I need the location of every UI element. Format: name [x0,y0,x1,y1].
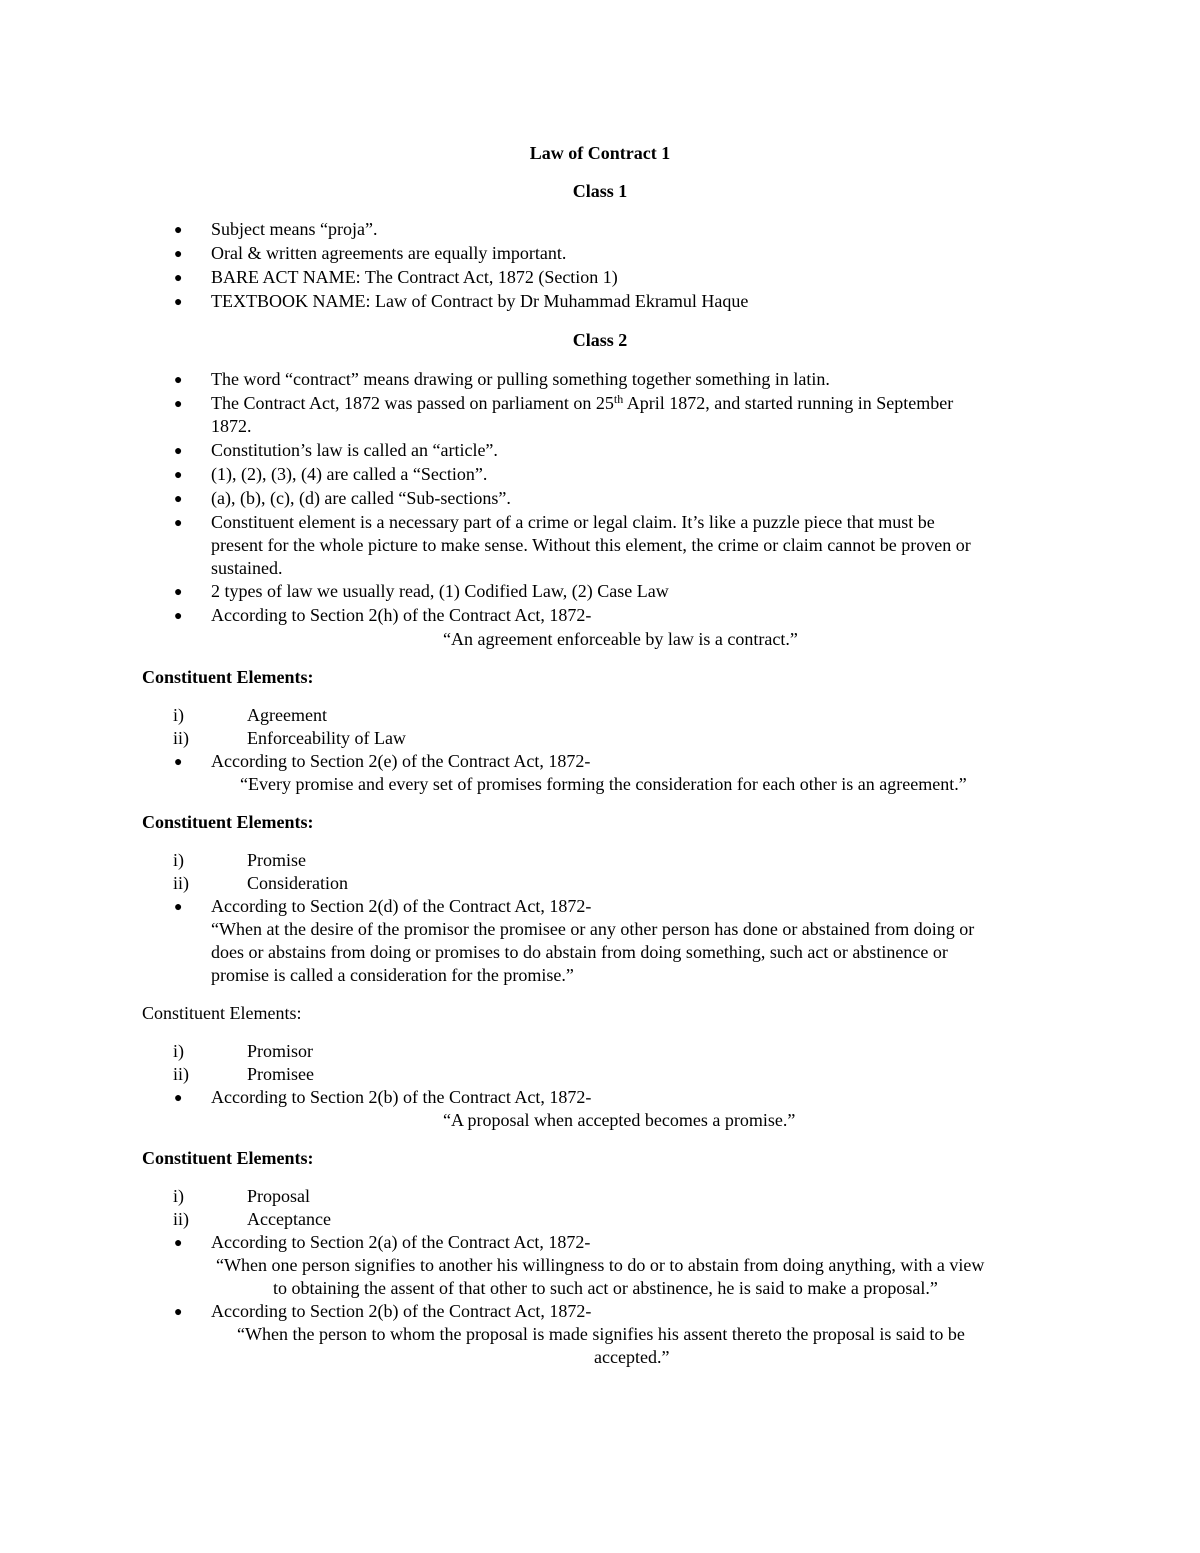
list-item: Acceptance [247,1209,331,1229]
list-item: TEXTBOOK NAME: Law of Contract by Dr Muhammad Ekramul Haque [211,291,749,311]
list-item: Enforceability of Law [247,728,406,748]
list-item: According to Section 2(e) of the Contract Act, 1872- [211,751,591,771]
list-item: According to Section 2(b) of the Contract Act, 1872- [211,1301,592,1321]
list-item: Proposal [247,1186,310,1206]
quote-text: “A proposal when accepted becomes a promise.” [443,1110,796,1130]
bullet-icon: ● [174,295,183,310]
bullet-icon: ● [174,900,183,915]
bullet-icon: ● [174,397,183,412]
quote-text: to obtaining the assent of that other to such act or abstinence, he is said to make a proposal.” [273,1278,938,1298]
roman-numeral: ii) [173,1064,189,1084]
bullet-icon: ● [174,1236,183,1251]
list-item-continuation: sustained. [211,558,283,578]
bullet-icon: ● [174,609,183,624]
quote-text: promise is called a consideration for the promise.” [211,965,574,985]
list-item: (a), (b), (c), (d) are called “Sub-sections”. [211,488,511,508]
list-item: Constituent element is a necessary part of a crime or legal claim. It’s like a puzzle piece that must be [211,512,935,532]
bullet-icon: ● [174,247,183,262]
bullet-icon: ● [174,444,183,459]
bullet-icon: ● [174,373,183,388]
bullet-icon: ● [174,271,183,286]
bullet-icon: ● [174,516,183,531]
list-item: Consideration [247,873,348,893]
bullet-icon: ● [174,1091,183,1106]
text-fragment: The Contract Act, 1872 was passed on parliament on 25 [211,393,614,413]
list-item: According to Section 2(d) of the Contract Act, 1872- [211,896,592,916]
class1-heading: Class 1 [572,181,628,201]
class2-heading: Class 2 [572,330,628,350]
bullet-icon: ● [174,585,183,600]
list-item: Constitution’s law is called an “article”. [211,440,498,460]
quote-text: “When the person to whom the proposal is made signifies his assent thereto the proposal is said to be [237,1324,965,1344]
bullet-icon: ● [174,492,183,507]
roman-numeral: i) [173,1186,184,1206]
roman-numeral: i) [173,850,184,870]
roman-numeral: ii) [173,1209,189,1229]
quote-text: does or abstains from doing or promises to do abstain from doing something, such act or abstinence or [211,942,948,962]
quote-text: “An agreement enforceable by law is a contract.” [443,629,798,649]
section-heading: Constituent Elements: [142,667,314,687]
section-heading: Constituent Elements: [142,812,314,832]
list-item-continuation: 1872. [211,416,252,436]
text-fragment: April 1872, and started running in September [623,393,954,413]
superscript: th [613,392,624,406]
roman-numeral: i) [173,705,184,725]
bullet-icon: ● [174,755,183,770]
list-item: Subject means “proja”. [211,219,378,239]
list-item [211,392,953,415]
roman-numeral: ii) [173,873,189,893]
list-item: According to Section 2(a) of the Contract Act, 1872- [211,1232,591,1252]
list-item: 2 types of law we usually read, (1) Codified Law, (2) Case Law [211,581,669,601]
list-item: Promisee [247,1064,314,1084]
section-heading: Constituent Elements: [142,1148,314,1168]
list-item: According to Section 2(b) of the Contract Act, 1872- [211,1087,592,1107]
list-item: Oral & written agreements are equally important. [211,243,567,263]
list-item-continuation: present for the whole picture to make sense. Without this element, the crime or claim cannot be proven or [211,535,971,555]
list-item: The word “contract” means drawing or pulling something together something in latin. [211,369,830,389]
list-item: Promise [247,850,307,870]
bullet-icon: ● [174,468,183,483]
document-title: Law of Contract 1 [529,143,671,163]
bullet-icon: ● [174,1305,183,1320]
quote-text: “Every promise and every set of promises forming the consideration for each other is an agreement.” [240,774,967,794]
quote-text: accepted.” [594,1347,670,1367]
list-item: BARE ACT NAME: The Contract Act, 1872 (Section 1) [211,267,618,287]
bullet-icon: ● [174,223,183,238]
list-item: Agreement [247,705,327,725]
quote-text: “When at the desire of the promisor the promisee or any other person has done or abstained from doing or [211,919,975,939]
list-item: (1), (2), (3), (4) are called a “Section”. [211,464,488,484]
quote-text: “When one person signifies to another his willingness to do or to abstain from doing anything, with a view [216,1255,985,1275]
list-item: Promisor [247,1041,314,1061]
roman-numeral: ii) [173,728,189,748]
roman-numeral: i) [173,1041,184,1061]
list-item: According to Section 2(h) of the Contract Act, 1872- [211,605,592,625]
section-heading: Constituent Elements: [142,1003,302,1023]
